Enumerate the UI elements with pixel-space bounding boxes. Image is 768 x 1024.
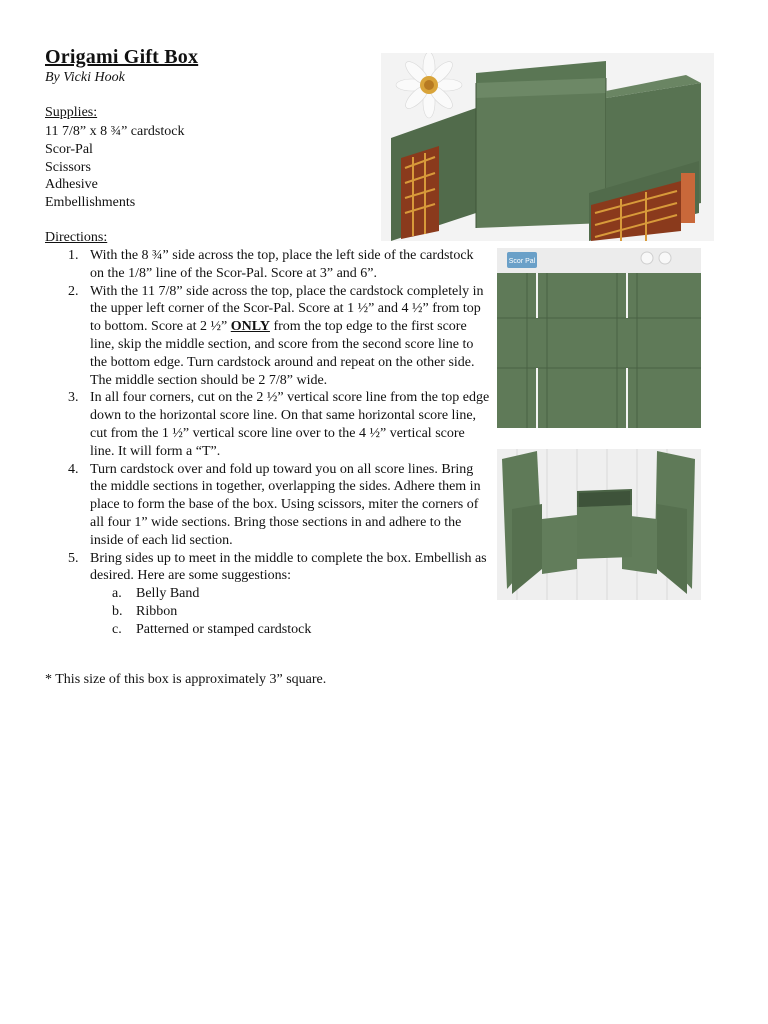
step-text: Bring sides up to meet in the middle to complete the box. Embellish as desired. Here are some suggestions:	[90, 550, 487, 584]
folded-base-photo	[497, 449, 701, 600]
suggestion-list	[90, 585, 490, 638]
folded-base-illustration	[497, 449, 701, 600]
direction-step	[62, 283, 490, 390]
step-text-continued: from the top edge to the first score line, skip the middle section, and score from the second score line to the bottom edge. Turn cardstock around and repeat on the other side. The middle section should be 2 7/8” wide.	[90, 319, 475, 388]
supply-item: Embellishments	[45, 195, 136, 211]
suggestion-item	[90, 621, 490, 639]
step-text: With the 8 ¾” side across the top, place the left side of the cardstock on the 1/8” line of the Scor-Pal. Score at 3” and 6”.	[90, 248, 474, 281]
scored-cardstock-photo	[497, 248, 701, 428]
step-text: In all four corners, cut on the 2 ½” vertical score line from the top edge down to the horizontal score line. On that same horizontal score line, cut from the 1 ½” vertical score line over to the 4 ½” vertical score line. It will form a “T”.	[90, 390, 490, 459]
author-byline: By Vicki Hook	[45, 70, 125, 85]
finished-box-photo	[381, 53, 714, 241]
direction-step	[62, 389, 490, 460]
emphasis-only: ONLY	[230, 319, 270, 335]
size-note: * This size of this box is approximately 3” square.	[45, 672, 327, 687]
scored-cardstock-illustration	[497, 248, 701, 428]
direction-step	[62, 461, 490, 550]
supply-item: 11 7/8” x 8 ¾” cardstock	[45, 124, 185, 139]
step-number: 5.	[68, 550, 79, 566]
step-text: Turn cardstock over and fold up toward you on all score lines. Bring the middle sections in together, overlapping the sides. Adhere them in place to form the base of the box. Using scissors, miter the corners of all four 1” wide sections. Bring those sections in and adhere to the inside of each lid section.	[90, 461, 481, 548]
page-title: Origami Gift Box	[45, 46, 199, 68]
direction-step	[62, 247, 490, 283]
direction-step	[62, 550, 490, 639]
supply-item: Scissors	[45, 159, 91, 175]
directions-heading: Directions:	[45, 230, 108, 245]
suggestion-text: Patterned or stamped cardstock	[136, 621, 312, 637]
step-number: 4.	[68, 461, 79, 477]
scorpal-logo: Scor Pal	[508, 258, 536, 265]
supply-item: Adhesive	[45, 177, 98, 193]
finished-box-illustration	[381, 53, 714, 241]
supplies-heading: Supplies:	[45, 105, 98, 120]
supply-item: Scor-Pal	[45, 141, 93, 157]
suggestion-item	[90, 603, 490, 621]
step-number: 3.	[68, 390, 79, 406]
suggestion-letter: a.	[112, 586, 122, 602]
step-number: 1.	[68, 248, 79, 263]
supplies-list	[45, 123, 184, 212]
suggestion-letter: c.	[112, 621, 122, 637]
suggestion-text: Ribbon	[136, 603, 178, 619]
directions-list	[62, 247, 490, 639]
step-text: With the 11 7/8” side across the top, place the cardstock completely in the upper left corner of the Scor-Pal. Score at 1 ½” and 4 ½” from top to bottom. Score at 2 ½”	[90, 283, 484, 335]
suggestion-letter: b.	[112, 603, 123, 619]
suggestion-text: Belly Band	[136, 586, 200, 602]
step-number: 2.	[68, 283, 79, 299]
suggestion-item	[90, 585, 490, 603]
